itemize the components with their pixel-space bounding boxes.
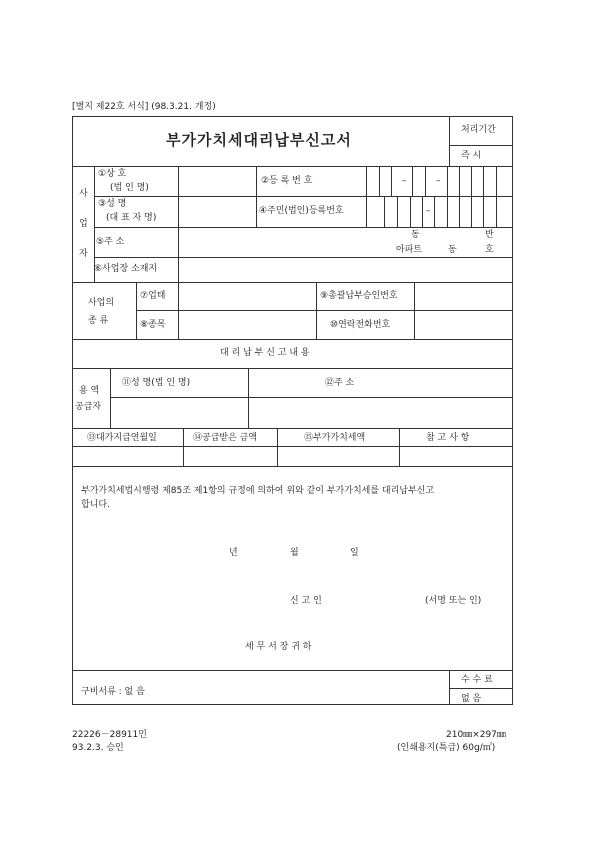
signature-label: (서명 또는 인) bbox=[425, 596, 482, 606]
table-rule bbox=[256, 166, 257, 227]
consolidated-approval-label: ⑨총괄납부승인번호 bbox=[320, 291, 398, 301]
supplier-label-1: 용 역 bbox=[79, 386, 100, 396]
paper-size: 210㎜×297㎜ bbox=[446, 730, 506, 740]
table-rule bbox=[496, 166, 497, 196]
address-label: ⑤주 소 bbox=[96, 237, 125, 247]
table-rule bbox=[178, 282, 179, 339]
table-rule bbox=[496, 196, 497, 227]
table-rule bbox=[277, 428, 278, 466]
supplier-address-label: ⑫주 소 bbox=[325, 378, 355, 388]
year-label: 년 bbox=[229, 548, 238, 558]
table-rule bbox=[178, 166, 179, 282]
month-label: 월 bbox=[290, 548, 299, 558]
corporate-name-sublabel: (법 인 명) bbox=[110, 183, 149, 193]
table-rule bbox=[72, 466, 513, 467]
table-rule bbox=[384, 196, 385, 227]
representative-name-sublabel: (대 표 자 명) bbox=[106, 213, 157, 223]
business-side-label-2: 업 bbox=[79, 219, 88, 229]
table-rule bbox=[399, 428, 400, 466]
registration-dash-1: – bbox=[402, 176, 407, 186]
section-title: 대 리 납 부 신 고 내 용 bbox=[220, 348, 310, 358]
address-building-dong-label: 동 bbox=[448, 245, 457, 255]
table-rule bbox=[72, 282, 513, 283]
table-rule bbox=[72, 368, 513, 369]
form-title: 부가가치세대리납부신고서 bbox=[166, 131, 352, 149]
business-item-label: ⑧종목 bbox=[140, 320, 166, 330]
business-location-label: ⑥사업장 소재지 bbox=[94, 264, 158, 274]
table-rule bbox=[410, 196, 411, 227]
resident-number-dash: – bbox=[426, 206, 431, 216]
table-rule bbox=[248, 368, 249, 428]
table-rule bbox=[425, 166, 426, 196]
business-type-label-1: 사업의 bbox=[88, 298, 115, 308]
business-type-label-2: 종 류 bbox=[88, 316, 109, 326]
form-code: 22226－28911민 bbox=[72, 730, 147, 740]
registration-dash-2: – bbox=[436, 176, 441, 186]
table-rule bbox=[412, 166, 413, 196]
table-rule bbox=[397, 196, 398, 227]
table-rule bbox=[414, 282, 415, 339]
industry-label: ⑦업태 bbox=[140, 291, 166, 301]
required-documents-label: 구비서류 : 없 음 bbox=[81, 687, 145, 697]
table-rule bbox=[72, 446, 513, 447]
payment-date-header: ⑬대가지급연월일 bbox=[87, 433, 157, 443]
vat-amount-header: ⑮부가가치세액 bbox=[304, 433, 366, 443]
resident-number-label: ④주민(법인)등록번호 bbox=[259, 206, 344, 216]
table-rule bbox=[72, 339, 513, 340]
table-rule bbox=[449, 145, 513, 146]
fee-value: 없 음 bbox=[461, 694, 482, 704]
table-rule bbox=[316, 282, 317, 339]
remarks-header: 참 고 사 항 bbox=[426, 433, 470, 443]
table-rule bbox=[483, 196, 484, 227]
registration-number-label: ②등 록 번 호 bbox=[261, 176, 313, 186]
processing-period-label: 처리기간 bbox=[461, 125, 496, 135]
table-rule bbox=[72, 670, 513, 671]
table-rule bbox=[471, 166, 472, 196]
table-rule bbox=[471, 196, 472, 227]
declaration-text-line1: 부가가치세법시행령 제85조 제1항의 규정에 의하여 위와 같이 부가가치세를 대리납부신고 bbox=[81, 486, 435, 496]
fee-label: 수 수 료 bbox=[461, 675, 493, 685]
table-rule bbox=[422, 196, 423, 227]
address-dong-label: 동 bbox=[411, 230, 420, 240]
name-label: ③성 명 bbox=[98, 199, 127, 209]
table-rule bbox=[434, 196, 435, 227]
paper-spec: (인쇄용지(특급) 60g/㎡) bbox=[397, 743, 496, 753]
table-rule bbox=[136, 310, 513, 311]
day-label: 일 bbox=[350, 548, 359, 558]
approval-date: 93.2.3. 승인 bbox=[72, 743, 124, 753]
business-side-label-3: 자 bbox=[79, 249, 88, 259]
table-rule bbox=[379, 166, 380, 196]
table-rule bbox=[459, 166, 460, 196]
reporter-label: 신 고 인 bbox=[290, 596, 322, 606]
supplied-amount-header: ⑭공급받은 금액 bbox=[193, 433, 258, 443]
table-rule bbox=[94, 196, 513, 197]
table-rule bbox=[366, 166, 367, 227]
table-rule bbox=[110, 368, 111, 428]
phone-number-label: ⑩연락전화번호 bbox=[330, 320, 391, 330]
form-reference: [별지 제22호 서식] (98.3.21. 개정) bbox=[72, 102, 216, 112]
table-rule bbox=[94, 227, 513, 228]
processing-period-value: 즉 시 bbox=[461, 151, 482, 161]
table-rule bbox=[449, 116, 450, 166]
table-rule bbox=[136, 282, 137, 339]
table-rule bbox=[449, 688, 513, 689]
trade-name-label: ①상 호 bbox=[98, 169, 127, 179]
address-ban-label: 반 bbox=[485, 230, 494, 240]
table-rule bbox=[94, 257, 513, 258]
table-rule bbox=[447, 166, 448, 196]
table-rule bbox=[447, 196, 448, 227]
table-rule bbox=[459, 196, 460, 227]
supplier-name-label: ⑪성 명(법 인 명) bbox=[122, 378, 191, 388]
table-rule bbox=[483, 166, 484, 196]
business-side-label-1: 사 bbox=[79, 189, 88, 199]
table-rule bbox=[391, 166, 392, 196]
supplier-label-2: 공급자 bbox=[75, 402, 102, 412]
declaration-text-line2: 합니다. bbox=[81, 500, 110, 510]
addressee-label: 세 무 서 장 귀 하 bbox=[245, 642, 312, 652]
table-rule bbox=[72, 428, 513, 429]
table-rule bbox=[110, 397, 513, 398]
table-rule bbox=[183, 428, 184, 466]
address-ho-label: 호 bbox=[485, 245, 494, 255]
address-apartment-label: 아파트 bbox=[396, 245, 423, 255]
